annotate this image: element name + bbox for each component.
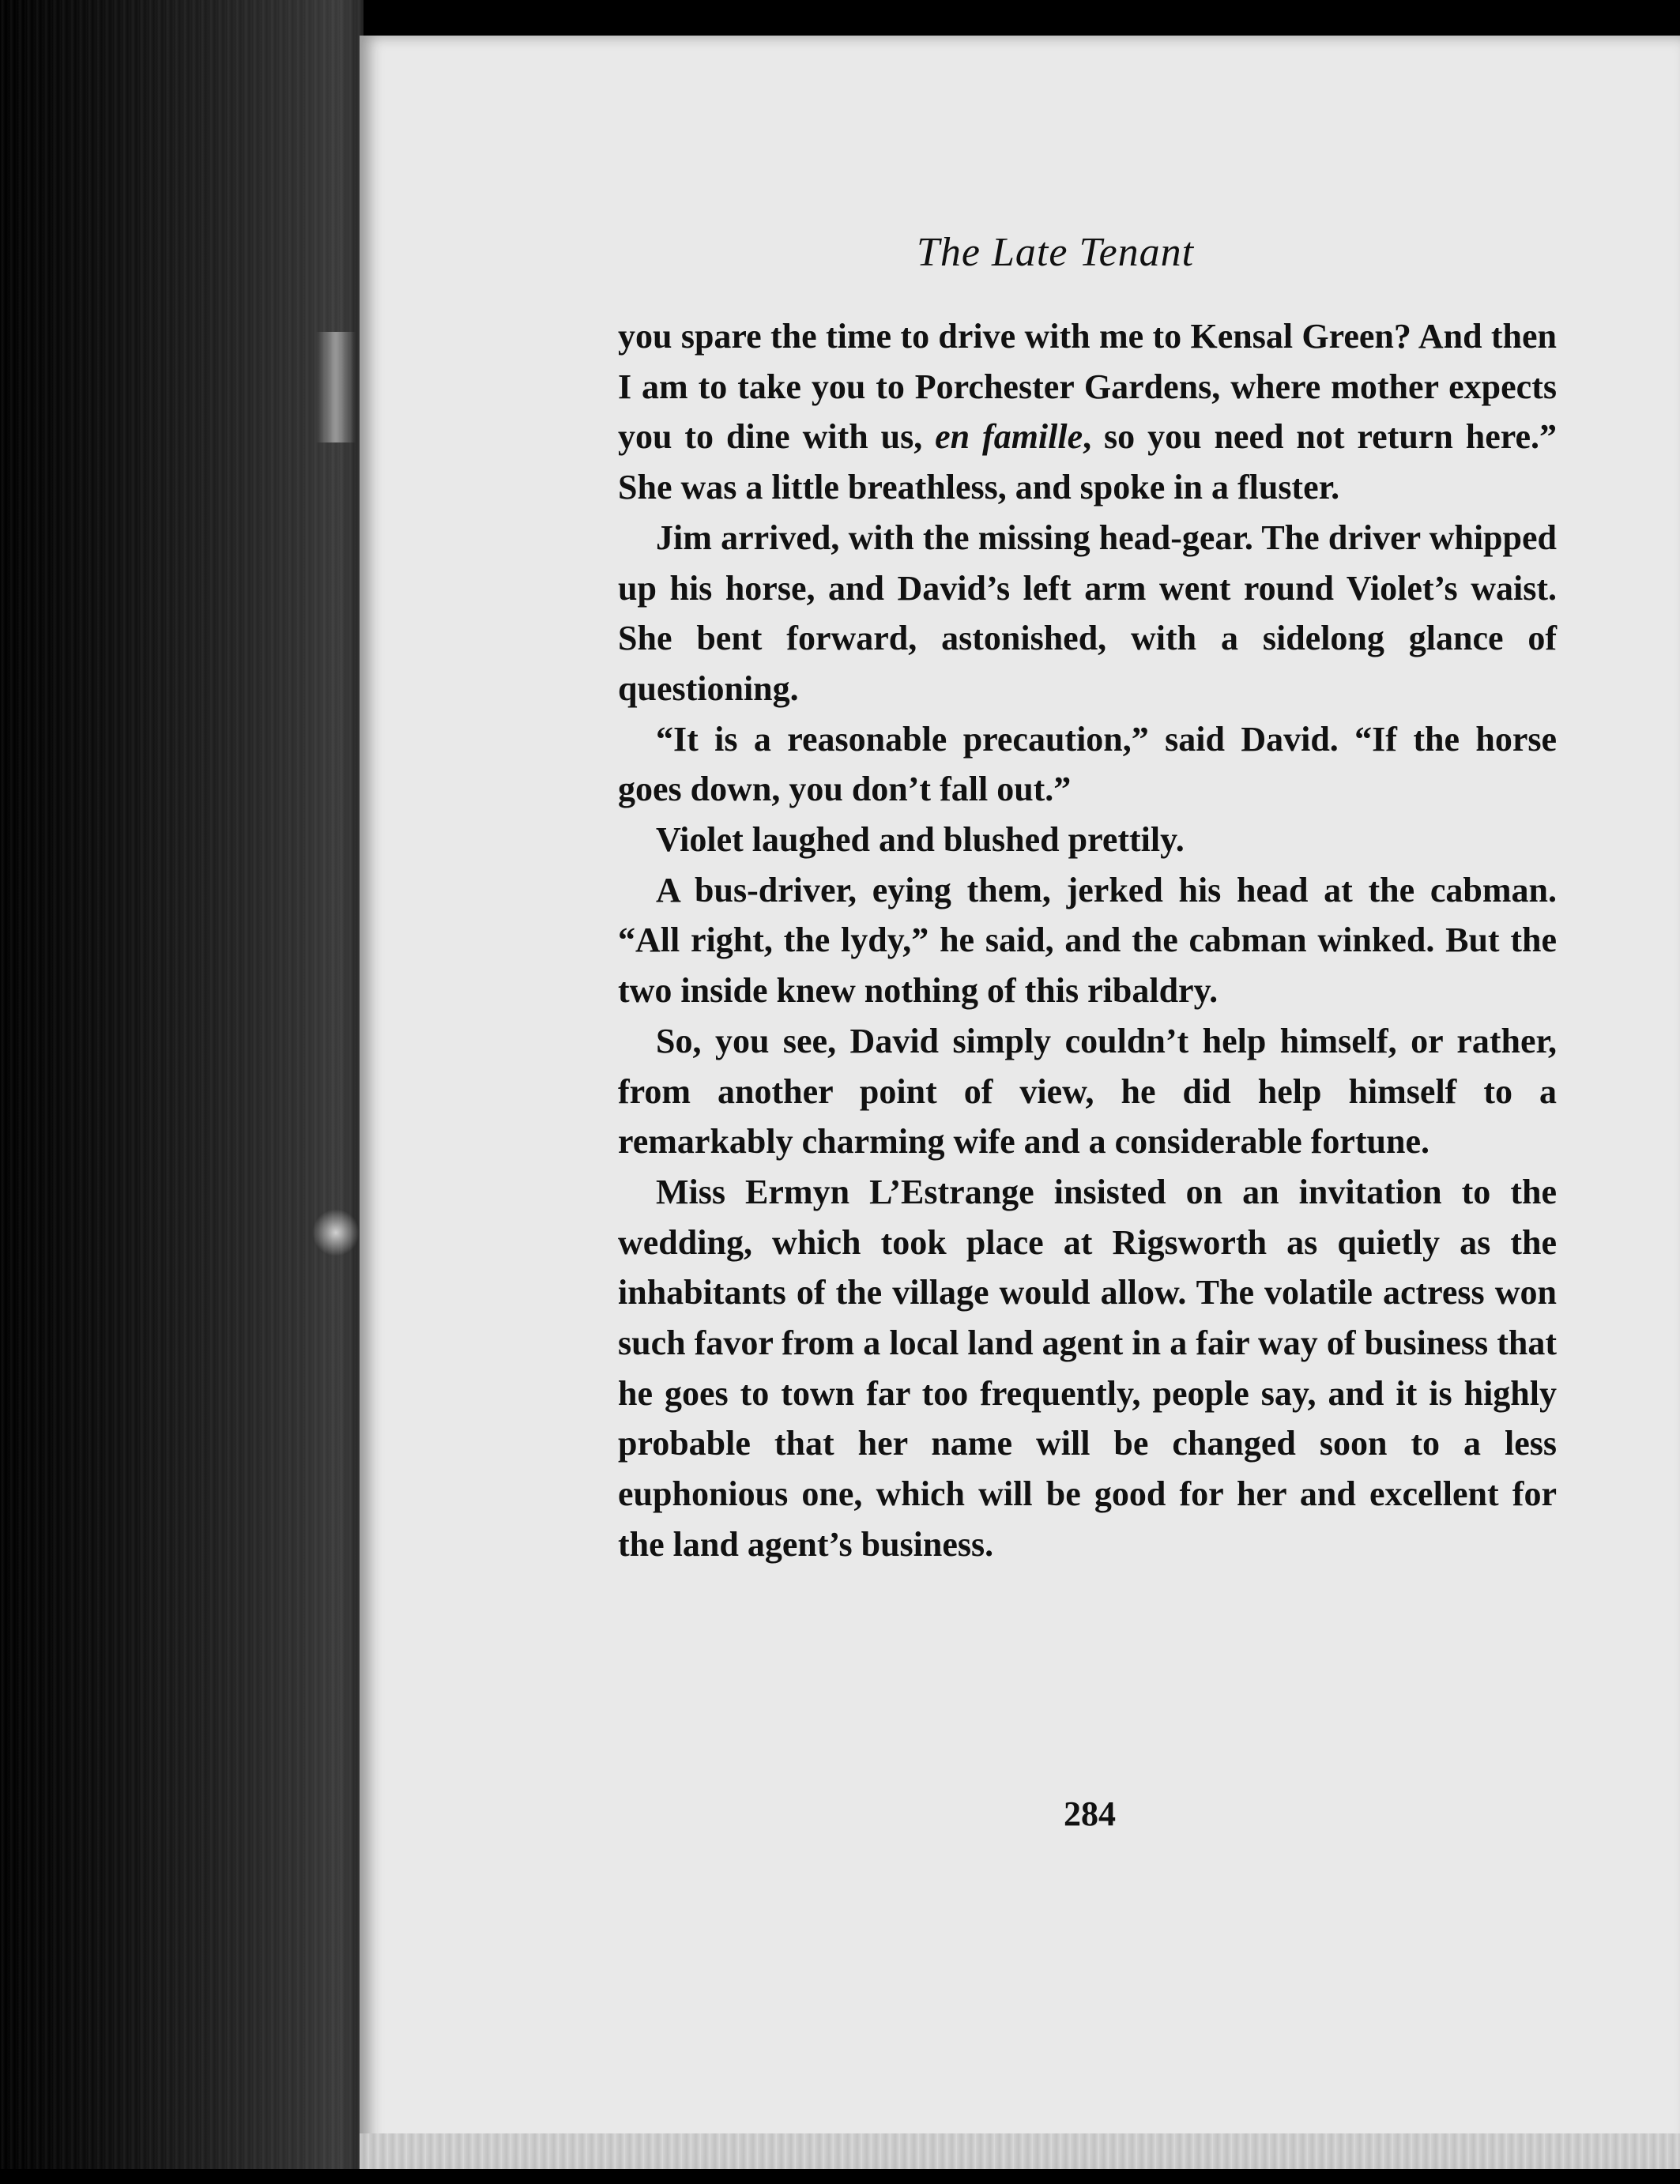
book-gutter	[0, 0, 363, 2184]
paragraph-1-emphasis: en famille	[935, 417, 1083, 457]
paragraph-1	[618, 311, 1557, 513]
paragraph-1-text-b: , so you need not return here.” She was a little breathless, and spoke in a fluster.	[618, 417, 1557, 507]
paragraph-4: Violet laughed and blushed prettily.	[656, 820, 1185, 860]
paragraph-6: So, you see, David simply couldn’t help himself, or rather, from another point of view, he did help himself to a remarkably charming wife and a considerable fortune.	[618, 1021, 1557, 1162]
page-bottom-edge	[360, 2133, 1680, 2169]
paragraph-5: A bus-driver, eying them, jerked his head at the cabman. “All right, the lydy,” he said, and the cabman winked. But the two inside knew nothing of this ribaldry.	[618, 870, 1557, 1011]
paragraph-2: Jim arrived, with the missing head-gear. The driver whipped up his horse, and David’s left arm went round Violet’s waist. She bent forward, astonished, with a sidelong glance of questioning.	[618, 518, 1557, 708]
running-head: The Late Tenant	[917, 230, 1195, 275]
scan-bottom-border	[0, 2169, 1680, 2184]
gutter-fleck	[312, 1209, 360, 1256]
paragraph-7: Miss Ermyn L’Estrange insisted on an invitation to the wedding, which took place at Rigsworth as quietly as the inhabitants of the village would allow. The volatile actress won such favor from a local land agent in a fair way of business that he goes to town far too frequently, people say, and it is highly probable that her name will be changed soon to a less euphonious one, which will be good for her and excellent for the land agent’s business.	[618, 1172, 1557, 1564]
paragraph-1-text-a: you spare the time to drive with me to Kensal Green? And then I am to take you to Porchester Gardens, where mother expects you to dine with us,	[618, 317, 1557, 457]
paragraph-3: “It is a reasonable precaution,” said David. “If the horse goes down, you don’t fall out.”	[618, 719, 1557, 809]
page-number: 284	[1064, 1794, 1116, 1833]
gutter-glare	[316, 332, 356, 442]
body-text	[618, 311, 1557, 1570]
